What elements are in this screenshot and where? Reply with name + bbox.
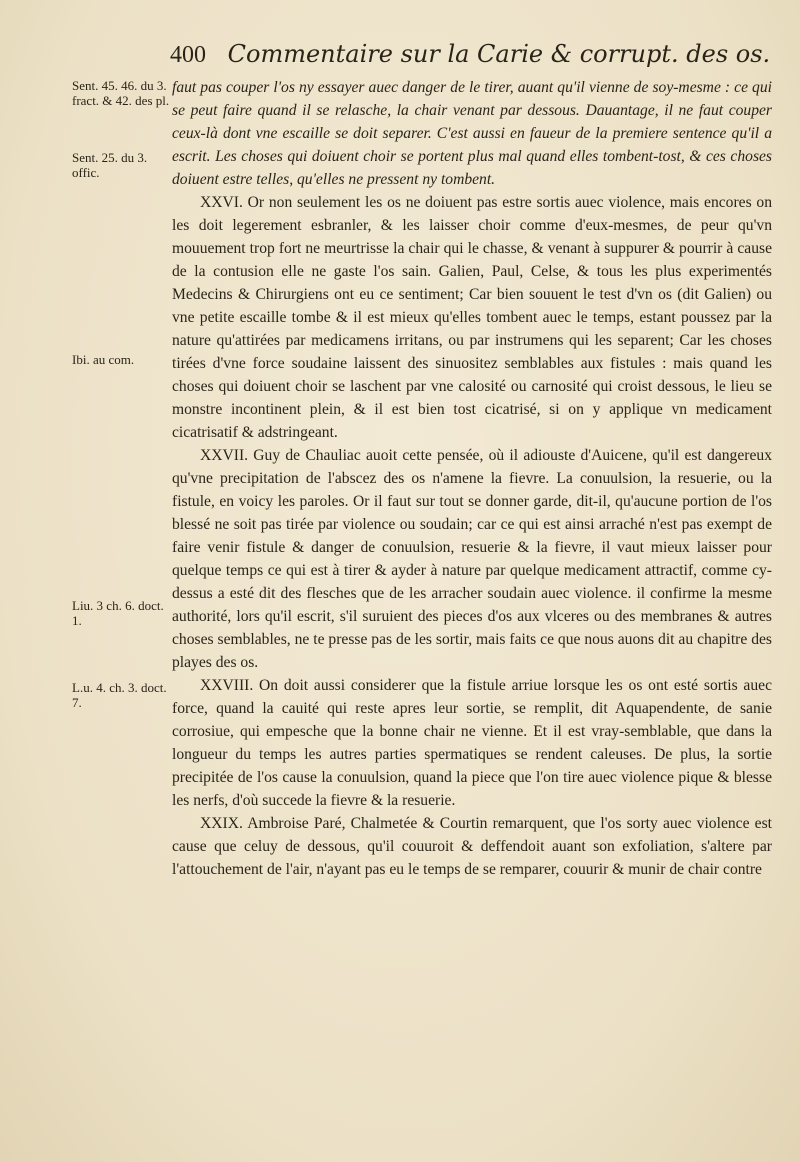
paragraph: XXIX. Ambroise Paré, Chalmetée & Courtin remarquent, que l'os sorty auec violence est cause que celuy de dessous, qu'il couuroit & deffendoit auant son exfoliation, s'altere par l'attouchement de l'air, n'ayant pas eu le temps de se remparer, couurir & munir de chair contre (172, 815, 772, 878)
page-number: 400 (170, 42, 206, 68)
main-text (172, 76, 772, 881)
running-title: Commentaire sur la Carie & corrupt. des os. (227, 40, 771, 68)
margin-note: Sent. 25. du 3. offic. (72, 150, 148, 180)
running-header (170, 40, 771, 69)
paragraph: faut pas couper l'os ny essayer auec danger de le tirer, auant qu'il vienne de soy-mesme : ce qui se peut faire quand il se relasche, la chair venant par dessous. Dauantage, il ne faut couper ceux-là dont vne escaille se doit separer. C'est aussi en faueur de la premiere sentence qu'il a escrit. Les choses qui doiuent choir se portent plus mal quand elles tombent-tost, & ces choses doiuent estre telles, qu'elles ne pressent ny tombent. (172, 79, 772, 188)
margin-note: Liu. 3 ch. 6. doct. 1. (72, 598, 164, 628)
margin-note: L.u. 4. ch. 3. doct. 7. (72, 680, 167, 710)
paragraph: XXVII. Guy de Chauliac auoit cette pensée, où il adiouste d'Auicene, qu'il est dangereux qu'vne precipitation de l'abscez des os n'amene la fievre. La conuulsion, la resuerie, ou la fistule, en voicy les paroles. Or il faut sur tout se donner garde, dit-il, qu'aucune portion de l'os blessé ne soit pas tirée par violence ou soudain; car ce qui est ainsi arraché n'est pas exempt de faire venir fistule & danger de conuulsion, resuerie & la fievre, il vaut mieux laisser pour quelque temps ce qui est à tirer & ayder à nature par quelque medicament attractif, comme cy-dessus a esté dit des flesches que de les arracher soudain auec violence. il confirme la mesme authorité, lors qu'il escrit, s'il suruient des pieces d'os aux vlceres ou des membranes & autres choses semblables, ne te presse pas de les sortir, mais faits ce que nous auons dit au chapitre des playes des os. (172, 447, 772, 671)
margin-note: Ibi. au com. (72, 352, 135, 367)
margin-note: Sent. 45. 46. du 3. fract. & 42. des pl. (72, 78, 170, 108)
paragraph: XXVI. Or non seulement les os ne doiuent pas estre sortis auec violence, mais encores on les doit legerement esbranler, & les laisser choir comme d'eux-mesmes, de peur qu'vn mouuement trop fort ne meurtrisse la chair qui le chasse, & venant à suppurer & pourrir à cause de la contusion elle ne gaste l'os sain. Galien, Paul, Celse, & tous les plus experimentés Medecins & Chirurgiens ont eu ce sentiment; Car bien souuent le test d'vn os (dit Galien) ou vne petite escaille tombe & il est mieux qu'elles tombent auec le temps, estant poussez par la nature qu'attirées par medicamens irritans, ou par instrumens qui les separent; Car les choses tirées d'vne force soudaine laissent des sinuositez semblables aux fistules : mais quand les choses qui doiuent choir se laschent par vne calosité ou carnosité qui croist dessous, le lieu se monstre incontinent plein, & il est bien tost cicatrisé, si on y applique vn medicament cicatrisatif & adstringeant. (172, 194, 772, 441)
paragraph: XXVIII. On doit aussi considerer que la fistule arriue lorsque les os ont esté sortis auec force, quand la cauité qui reste apres leur sortie, se remplit, dit Aquapendente, de sanie corrosiue, qui empesche que la bonne chair ne vienne. Et il est vray-semblable, que dans la longueur du temps les autres parties spermatiques se rendent caleuses. De plus, la sortie precipitée de l'os cause la conuulsion, quand la piece que l'on tire auec violence pique & blesse les nerfs, d'où succede la fievre & la resuerie. (172, 677, 772, 809)
